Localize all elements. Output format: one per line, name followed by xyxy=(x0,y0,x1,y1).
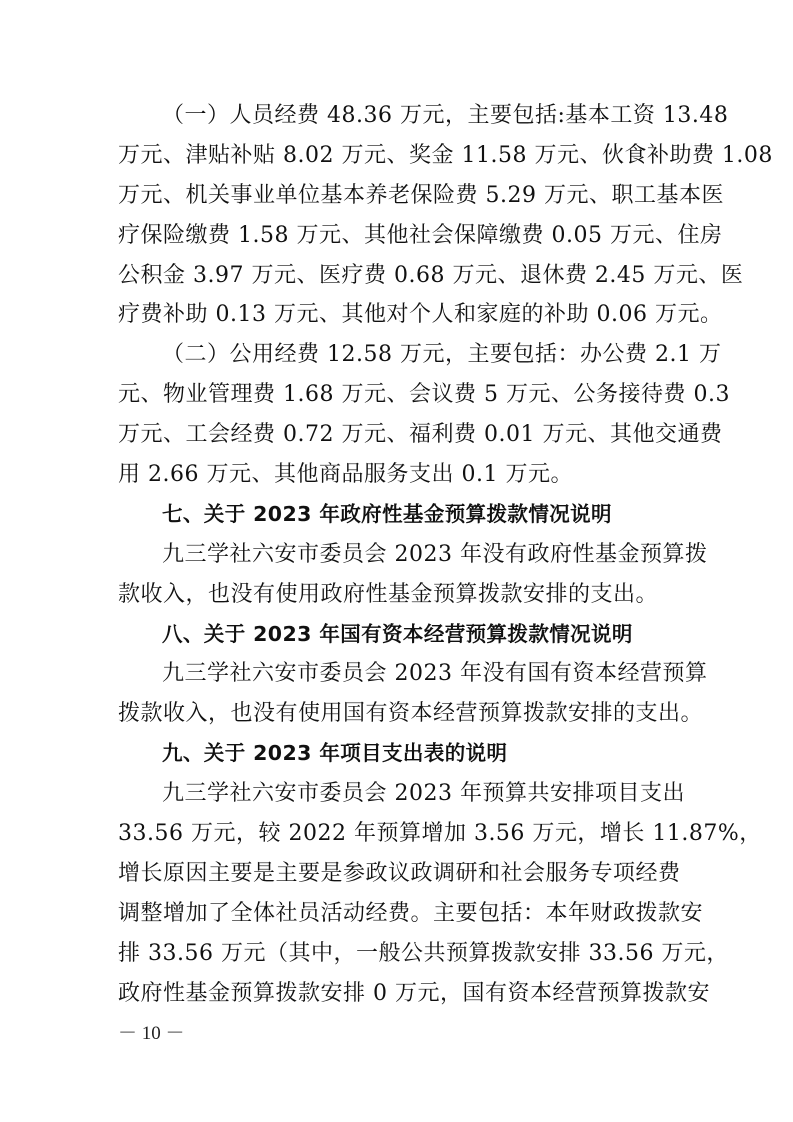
page-number: － 10 － xyxy=(118,1023,185,1044)
paragraph-government-fund xyxy=(118,535,708,615)
text-line: 排 33.56 万元（其中，一般公共预算拨款安排 33.56 万元， xyxy=(118,940,729,966)
paragraph-public-expenses xyxy=(118,335,730,495)
text-line: 疗费补助 0.13 万元、其他对个人和家庭的补助 0.06 万元。 xyxy=(118,302,723,328)
text-line: 九三学社六安市委员会 2023 年没有政府性基金预算拨 xyxy=(162,541,708,567)
text-line: 调整增加了全体社员活动经费。主要包括：本年财政拨款安 xyxy=(118,900,704,926)
text-line: 款收入，也没有使用政府性基金预算拨款安排的支出。 xyxy=(118,581,659,607)
section-heading-9: 九、关于 2023 年项目支出表的说明 xyxy=(162,741,508,766)
text-line: 拨款收入，也没有使用国有资本经营预算拨款安排的支出。 xyxy=(118,701,704,727)
text-line: 万元、机关事业单位基本养老保险费 5.29 万元、职工基本医 xyxy=(118,182,724,208)
text-line: 政府性基金预算拨款安排 0 万元，国有资本经营预算拨款安 xyxy=(118,980,710,1006)
text-line: 万元、津贴补贴 8.02 万元、奖金 11.58 万元、伙食补助费 1.08 xyxy=(118,142,773,168)
text-line: 九三学社六安市委员会 2023 年预算共安排项目支出 xyxy=(162,781,685,807)
text-line: （一）人员经费 48.36 万元，主要包括:基本工资 13.48 xyxy=(162,103,729,128)
text-line: 用 2.66 万元、其他商品服务支出 0.1 万元。 xyxy=(118,462,573,488)
text-line: 疗保险缴费 1.58 万元、其他社会保障缴费 0.05 万元、住房 xyxy=(118,222,723,248)
section-heading-7: 七、关于 2023 年政府性基金预算拨款情况说明 xyxy=(162,501,612,526)
document-page xyxy=(118,96,773,1013)
text-line: 33.56 万元，较 2022 年预算增加 3.56 万元，增长 11.87%， xyxy=(118,821,762,847)
text-line: 元、物业管理费 1.68 万元、会议费 5 万元、公务接待费 0.3 xyxy=(118,382,730,408)
text-line: （二）公用经费 12.58 万元，主要包括：办公费 2.1 万 xyxy=(162,342,722,368)
text-line: 万元、工会经费 0.72 万元、福利费 0.01 万元、其他交通费 xyxy=(118,422,723,448)
paragraph-project-expenditure xyxy=(118,774,762,1013)
paragraph-personnel-expenses xyxy=(118,96,773,335)
text-line: 公积金 3.97 万元、医疗费 0.68 万元、退休费 2.45 万元、医 xyxy=(118,262,744,288)
text-line: 增长原因主要是主要是参政议政调研和社会服务专项经费 xyxy=(118,860,681,886)
paragraph-state-capital xyxy=(118,654,708,734)
section-heading-8: 八、关于 2023 年国有资本经营预算拨款情况说明 xyxy=(162,621,633,646)
text-line: 九三学社六安市委员会 2023 年没有国有资本经营预算 xyxy=(162,661,708,687)
